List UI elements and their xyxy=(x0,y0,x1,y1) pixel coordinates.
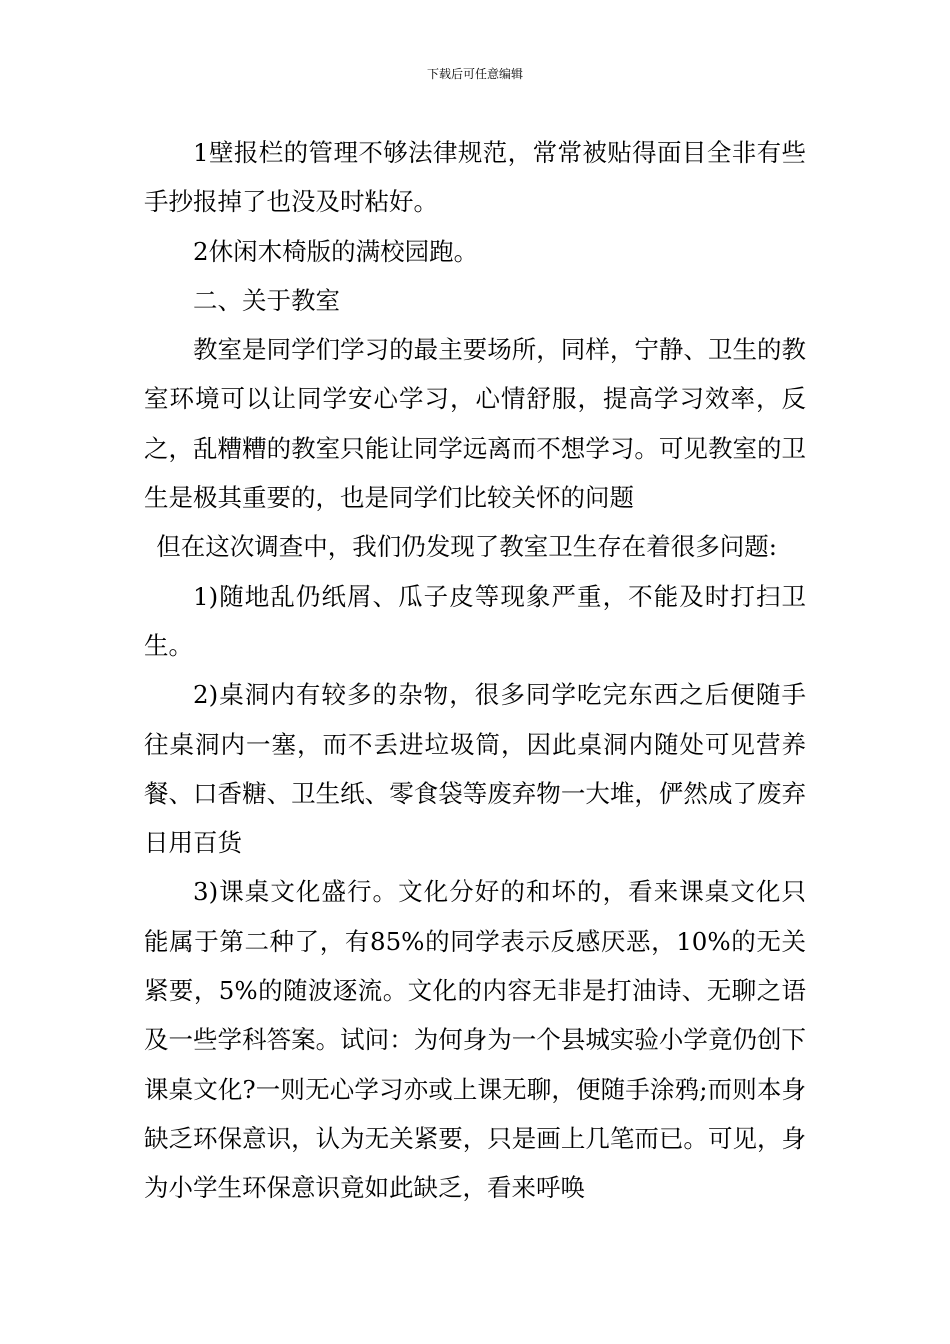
document-body xyxy=(144,128,806,1213)
paragraph-issue-desk-graffiti: 3)课桌文化盛行。文化分好的和坏的，看来课桌文化只能属于第二种了，有85%的同学表示反感厌恶，10%的无关紧要，5%的随波逐流。文化的内容无非是打油诗、无聊之语及一些学科答案。试问：为何身为一个县城实验小学竟仍创下课桌文化?一则无心学习亦或上课无聊，便随手涂鸦;而则本身缺乏环保意识，认为无关紧要，只是画上几笔而已。可见，身为小学生环保意识竟如此缺乏，看来呼唤 xyxy=(144,877,806,1203)
paragraph-issue-desk-clutter: 2)桌洞内有较多的杂物，很多同学吃完东西之后便随手往桌洞内一塞，而不丢进垃圾筒，因此桌洞内随处可见营养餐、口香糖、卫生纸、零食袋等废弃物一大堆，俨然成了废弃日用百货 xyxy=(144,680,806,858)
paragraph-classroom-intro: 教室是同学们学习的最主要场所，同样，宁静、卫生的教室环境可以让同学安心学习，心情舒服，提高学习效率，反之，乱糟糟的教室只能让同学远离而不想学习。可见教室的卫生是极其重要的，也是同学们比较关怀的问题 xyxy=(144,335,806,513)
paragraph-bulletin-board: 1壁报栏的管理不够法律规范，常常被贴得面目全非有些手抄报掉了也没及时粘好。 xyxy=(144,138,806,217)
page-header: 下载后可任意编辑 xyxy=(426,67,523,81)
paragraph-survey-findings: 但在这次调查中，我们仍发现了教室卫生存在着很多问题: xyxy=(156,532,778,562)
paragraph-issue-litter: 1)随地乱仍纸屑、瓜子皮等现象严重，不能及时打扫卫生。 xyxy=(144,581,806,660)
section-heading-classroom: 二、关于教室 xyxy=(193,285,340,315)
paragraph-benches: 2休闲木椅版的满校园跑。 xyxy=(193,236,479,266)
